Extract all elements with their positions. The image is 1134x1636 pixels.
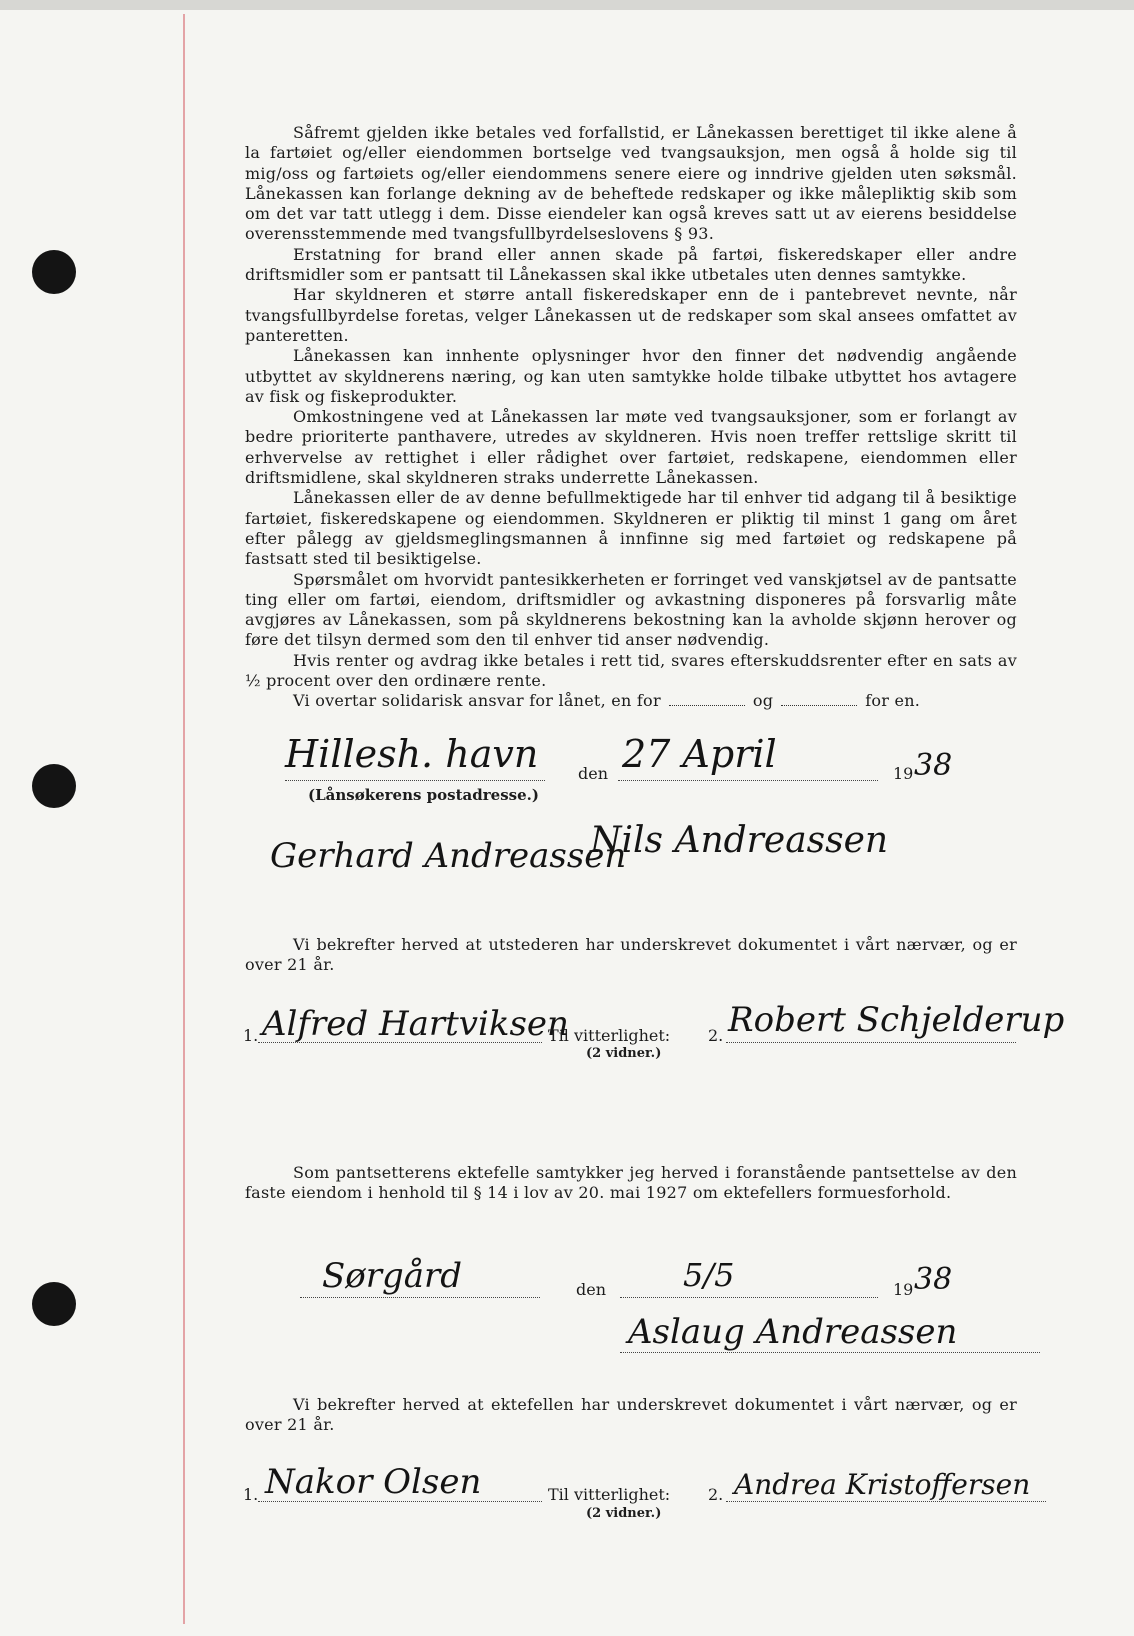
witness-3-line (258, 1501, 542, 1502)
page-top-edge (0, 0, 1134, 10)
borrower-signature-2: Nils Andreassen (590, 820, 889, 861)
borrower-signature-1-first: Gerhard Andreassen (270, 836, 627, 876)
witness-1-line (258, 1042, 542, 1043)
date-handwriting: 27 April (622, 732, 777, 776)
year-handwriting: 38 (914, 748, 953, 783)
year-printed-2: 19 (893, 1280, 914, 1299)
witness-3-number: 1. (243, 1485, 259, 1504)
witness-intro-2-text: Vi bekrefter herved at ektefellen har underskrevet dokumentet i vårt nærvær, og er over 21 år. (245, 1395, 1017, 1435)
postal-address-caption: (Lånsøkerens postadresse.) (308, 786, 539, 804)
terms-paragraph: Erstatning for brand eller annen skade på fartøi, fiskeredskaper eller andre driftsmidler som er pantsatt til Lånekassen skal ikke utbetales uten dennes samtykke. (245, 244, 1017, 285)
witness-4-signature: Andrea Kristoffersen (734, 1468, 1031, 1501)
year-handwriting-2: 38 (914, 1262, 953, 1297)
punch-hole-top (32, 250, 76, 294)
spouse-signature: Aslaug Andreassen (628, 1312, 958, 1352)
witness-1-signature: Alfred Hartviksen (262, 1004, 569, 1044)
blank-line (781, 705, 857, 706)
witness-2-signature: Robert Schjelderup (728, 1000, 1065, 1040)
solidarity-line (245, 691, 1017, 711)
solidarity-suffix: for en. (865, 691, 921, 711)
year-printed: 19 (893, 764, 914, 783)
witness-intro-1-text: Vi bekrefter herved at utstederen har underskrevet dokumentet i vårt nærvær, og er over 21 år. (245, 935, 1017, 975)
witness-2-number: 2. (708, 1026, 724, 1045)
date-line-2 (620, 1297, 878, 1298)
witness-count-note: (2 vidner.) (586, 1046, 662, 1061)
blank-line (669, 705, 745, 706)
witness-4-number: 2. (708, 1485, 724, 1504)
spouse-consent-text: Som pantsetterens ektefelle samtykker jeg herved i foranstående pantsettelse av den faste eiendom i henhold til § 14 i lov av 20. mai 1927 om ektefellers formuesforhold. (245, 1163, 1017, 1203)
red-margin-line (183, 14, 185, 1624)
witness-2-line (726, 1042, 1016, 1043)
solidarity-middle: og (752, 691, 774, 711)
punch-hole-bottom (32, 1282, 76, 1326)
place-line-2 (300, 1297, 540, 1298)
terms-paragraph: Omkostningene ved at Lånekassen lar møte ved tvangsauksjoner, som er forlangt av bedre prioriterte panthavere, utredes av skyldneren. Hvis noen treffer rettslige skritt til erhvervelse av rettighet i eller rådighet over fartøiet, redskapene, eiendommen eller driftsmidlene, skal skyldneren straks underrette Lånekassen. (245, 407, 1017, 488)
borrower-place-handwriting: Hillesh. havn (285, 732, 539, 776)
solidarity-prefix: Vi overtar solidarisk ansvar for lånet, en for (293, 691, 661, 711)
terms-paragraph: Har skyldneren et større antall fiskeredskaper enn de i pantebrevet nevnte, når tvangsfullbyrdelse foretas, velger Lånekassen ut de redskaper som skal ansees omfattet av panteretten. (245, 285, 1017, 345)
witness-intro-1 (245, 935, 1017, 976)
terms-paragraph: Spørsmålet om hvorvidt pantesikkerheten er forringet ved vanskjøtsel av de pantsatte ting eller om fartøi, eiendom, driftsmidler og avkastning disponeres på forsvarlig måte avgjøres av Lånekassen, som på skyldnerens bekostning kan la avholde skjønn herover og føre det tilsyn dermed som den til enhver tid anser nødvendig. (245, 569, 1017, 650)
terms-paragraph: Hvis renter og avdrag ikke betales i rett tid, svares efterskuddsrenter efter en sats av ½ procent over den ordinære rente. (245, 650, 1017, 691)
spouse-consent (245, 1163, 1017, 1204)
witness-intro-2 (245, 1395, 1017, 1436)
terms-text (245, 123, 1017, 712)
den-label-2: den (576, 1280, 607, 1299)
terms-paragraph: Lånekassen kan innhente oplysninger hvor den finner det nødvendig angående utbyttet av skyldnerens næring, og kan uten samtykke holde tilbake utbyttet hos avtagere av fisk og fiskeprodukter. (245, 346, 1017, 406)
den-label: den (578, 764, 609, 783)
witness-4-line (726, 1501, 1046, 1502)
witness-1-number: 1. (243, 1026, 259, 1045)
terms-paragraph: Lånekassen eller de av denne befullmektigede har til enhver tid adgang til å besiktige fartøiet, fiskeredskapene og eiendommen. Skyldneren er pliktig til minst 1 gang om året efter pålegg av gjeldsmeglingsmannen å innfinne sig med fartøiet og redskapene på fastsatt sted til besiktigelse. (245, 488, 1017, 569)
witness-count-note-2: (2 vidner.) (586, 1506, 662, 1521)
spouse-place-handwriting: Sørgård (322, 1256, 463, 1296)
date-line (618, 780, 878, 781)
date-handwriting-2: 5/5 (683, 1256, 735, 1294)
witness-label-2: Til vitterlighet: (548, 1485, 671, 1504)
spouse-signature-line (620, 1352, 1040, 1353)
place-line (285, 780, 545, 781)
terms-paragraph: Såfremt gjelden ikke betales ved forfallstid, er Lånekassen berettiget til ikke alene å la fartøiet og/eller eiendommen bortselge ved tvangsauksjon, men også å holde sig til mig/oss og fartøiets og/eller eiendommens senere eiere og inndrive gjelden uten søksmål. Lånekassen kan forlange dekning av de beheftede redskaper og ikke målepliktig skib som om det var tatt utlegg i dem. Disse eiendeler kan også kreves satt ut av eierens besiddelse overensstemmende med tvangsfullbyrdelseslovens § 93. (245, 123, 1017, 244)
punch-hole-middle (32, 764, 76, 808)
witness-3-signature: Nakor Olsen (265, 1462, 482, 1502)
witness-label: Til vitterlighet: (548, 1026, 671, 1045)
